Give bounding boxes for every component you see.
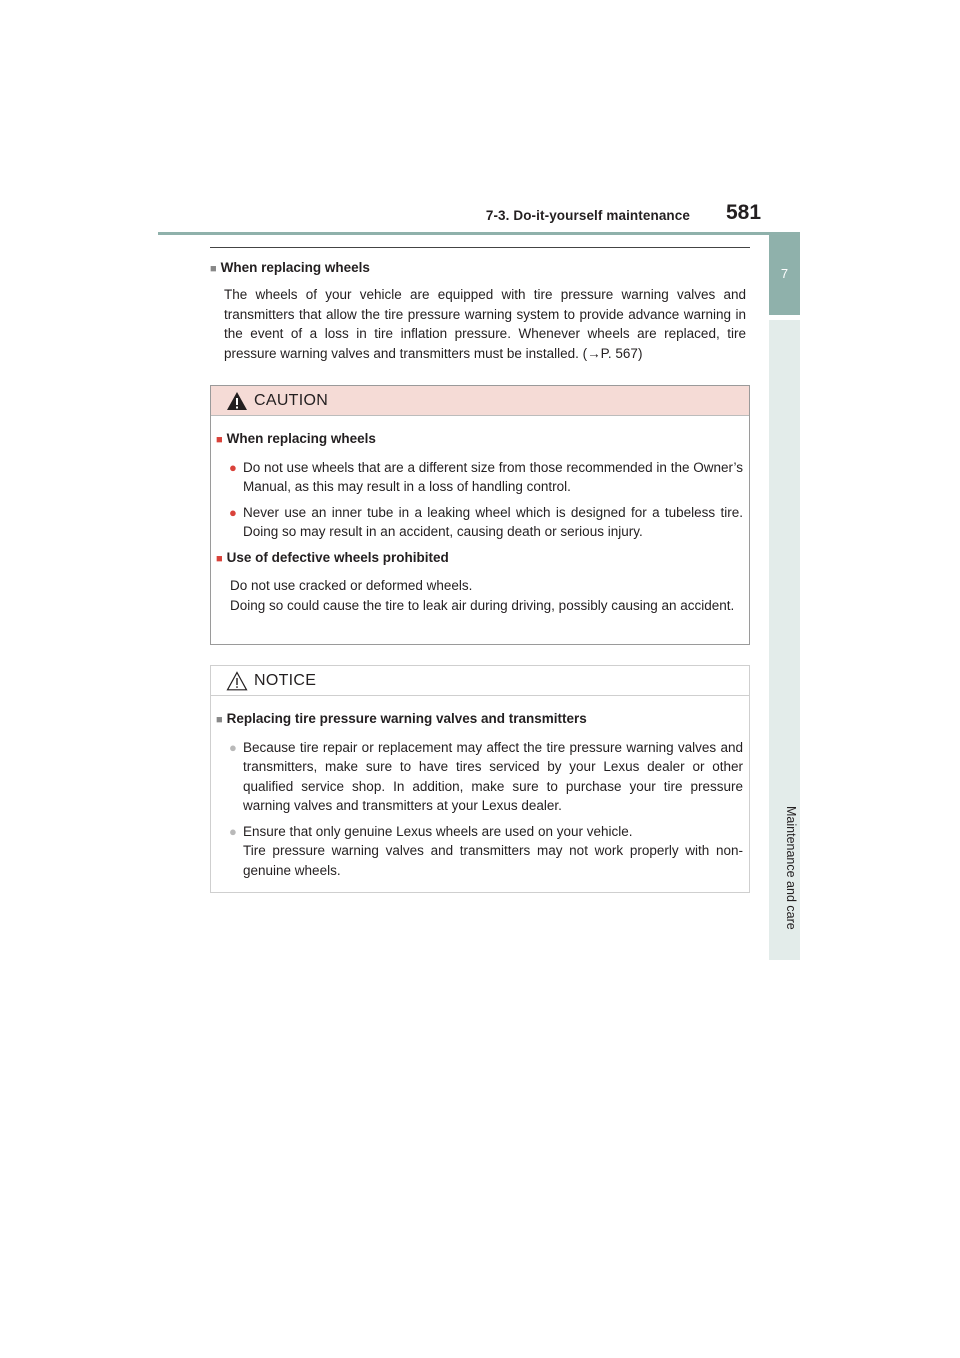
notice-box <box>210 665 750 893</box>
warning-triangle-icon <box>226 391 248 411</box>
caution-subheading-1-text: When replacing wheels <box>226 431 376 446</box>
notice-bullet2-line2: Tire pressure warning valves and transmitters may not work properly with non-genuine wheels. <box>243 843 743 878</box>
list-item-text: Never use an inner tube in a leaking wheel which is designed for a tubeless tire. Doing so may result in an accident, causing death or serious injury. <box>243 504 743 539</box>
list-item <box>229 822 743 881</box>
notice-subheading <box>216 709 743 731</box>
page-number: 581 <box>726 201 762 224</box>
list-item <box>229 458 743 497</box>
notice-title: NOTICE <box>254 671 317 689</box>
caution-text-line: Doing so could cause the tire to leak air during driving, possibly causing an accident. <box>230 597 735 613</box>
section-title: 7-3. Do-it-yourself maintenance <box>485 208 690 223</box>
list-item-text <box>243 822 743 881</box>
list-item-text: Do not use wheels that are a different size from those recommended in the Owner’s Manual, as this may result in a loss of handling control. <box>243 459 743 494</box>
bullet-dot-icon: ● <box>229 739 237 755</box>
notice-bullet2-line1: Ensure that only genuine Lexus wheels are used on your vehicle. <box>243 823 633 839</box>
list-item <box>229 738 743 816</box>
square-bullet-icon: ■ <box>216 714 223 726</box>
caution-subheading-1 <box>216 429 743 451</box>
chapter-tab-number: 7 <box>769 232 800 315</box>
section-divider <box>210 247 750 248</box>
square-bullet-icon: ■ <box>216 434 223 446</box>
list-item <box>229 503 743 542</box>
warning-triangle-outline-icon <box>226 671 248 691</box>
square-bullet-icon: ■ <box>216 552 223 565</box>
caution-text-line: Do not use cracked or deformed wheels. <box>230 578 473 593</box>
intro-heading-text: When replacing wheels <box>220 260 370 275</box>
bullet-dot-icon: ● <box>229 504 237 520</box>
caution-box <box>210 385 750 645</box>
caution-subheading-2 <box>216 548 743 570</box>
caution-title: CAUTION <box>254 391 329 409</box>
caution-header <box>211 386 749 416</box>
list-item-text: Because tire repair or replacement may affect the tire pressure warning valves and transmitters, make sure to have tires serviced by your Lexus dealer or other qualified service shop. In addition, make sure to purchase your tire pressure warning valves and transmitters at your Lexus dealer. <box>243 739 743 813</box>
intro-paragraph: The wheels of your vehicle are equipped with tire pressure warning valves and transmitters that allow the tire pressure warning system to provide advance warning in the event of a loss in tire inflation pressure. Whenever wheels are replaced, tire pressure warning valves and transmitters must be installed. (→P. 567) <box>224 287 746 361</box>
header-rule <box>158 232 800 235</box>
notice-header <box>211 666 749 696</box>
square-bullet-icon: ■ <box>210 263 217 275</box>
notice-subheading-text: Replacing tire pressure warning valves and transmitters <box>226 711 587 726</box>
caution-subheading-2-text: Use of defective wheels prohibited <box>226 549 449 565</box>
intro-heading <box>210 260 370 275</box>
notice-body <box>211 696 749 880</box>
bullet-dot-icon: ● <box>229 459 237 475</box>
chapter-tab-label: Maintenance and care <box>784 806 798 930</box>
bullet-dot-icon: ● <box>229 823 237 839</box>
caution-body <box>211 416 749 615</box>
